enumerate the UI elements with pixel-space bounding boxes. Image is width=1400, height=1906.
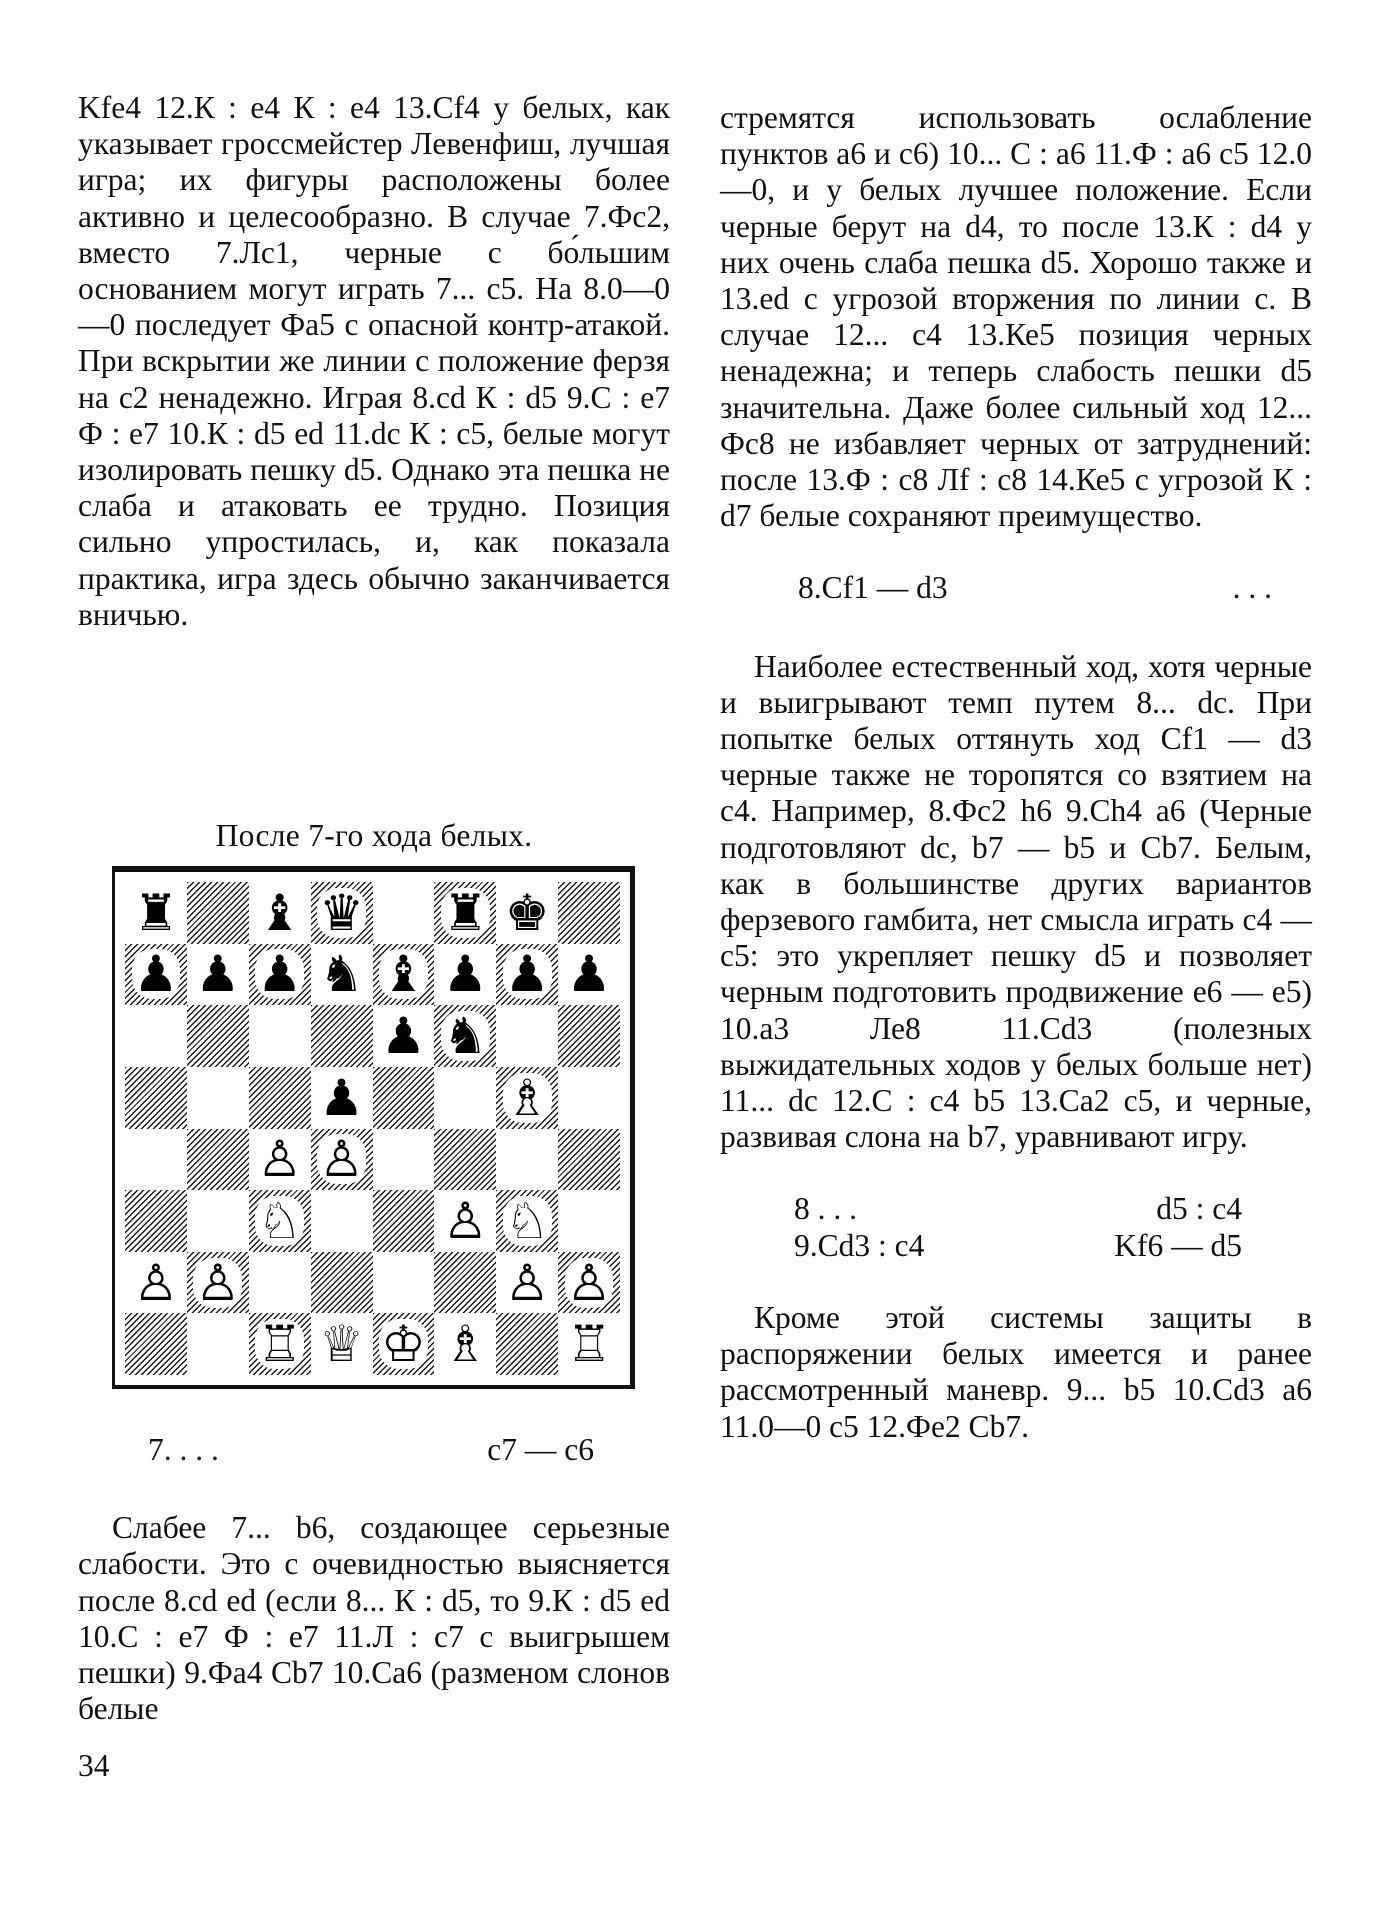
diagram-caption: После 7-го хода белых. — [215, 818, 533, 853]
white-queen-icon: ♕ — [319, 1315, 364, 1374]
square-e2 — [373, 1252, 435, 1314]
white-knight-icon: ♘ — [257, 1191, 303, 1250]
square-b7 — [187, 944, 249, 1006]
square-b6 — [187, 1005, 249, 1067]
move-8b-black: d5 : c4 — [1156, 1191, 1242, 1227]
square-a1 — [125, 1313, 187, 1375]
square-a4 — [125, 1129, 187, 1191]
square-d5 — [311, 1067, 373, 1129]
move-8-black: . . . — [1232, 570, 1272, 606]
right-continuation-paragraph: стремятся использовать ослабление пунктов а6 и с6) 10... С : а6 11.Ф : а6 с5 12.0—0, и у белых лучшее положение. Если черные берут на d4, то после 13.К : d4 у них очень слаба пешка d5. Хорошо также и 13.ed с угрозой вторжения по линии с. В случае 12... с4 13.Ке5 позиция черных ненадежна; и теперь слабость пешки d5 значительна. Даже более сильный ход 12... Фс8 не избавляет черных от затруднений: после 13.Ф : с8 Лf : c8 14.Ке5 с угрозой К : d7 белые сохраняют преимущество. — [720, 100, 1312, 534]
square-e3 — [373, 1190, 435, 1252]
square-g4 — [496, 1129, 558, 1191]
white-knight-icon: ♘ — [504, 1191, 550, 1250]
white-pawn-icon: ♙ — [566, 1253, 612, 1312]
move-9-black: Kf6 — d5 — [1114, 1227, 1242, 1263]
black-pawn-icon: ♟ — [566, 945, 612, 1004]
black-pawn-icon: ♟ — [504, 945, 550, 1004]
square-b3 — [187, 1190, 249, 1252]
square-e4 — [373, 1129, 435, 1191]
square-d1 — [311, 1313, 373, 1375]
move-8b-number: 8 . . . — [794, 1191, 857, 1227]
square-f1 — [434, 1313, 496, 1375]
square-a2 — [125, 1252, 187, 1314]
black-king-icon: ♚ — [504, 883, 550, 942]
square-f3 — [434, 1190, 496, 1252]
white-pawn-icon: ♙ — [319, 1130, 364, 1189]
square-f4 — [434, 1129, 496, 1191]
black-knight-icon: ♞ — [319, 945, 364, 1004]
square-c7 — [249, 944, 311, 1006]
square-f5 — [434, 1067, 496, 1129]
square-g2 — [496, 1252, 558, 1314]
square-a3 — [125, 1190, 187, 1252]
square-c2 — [249, 1252, 311, 1314]
white-king-icon: ♔ — [381, 1315, 426, 1374]
square-h6 — [558, 1005, 620, 1067]
white-bishop-icon: ♗ — [442, 1315, 488, 1374]
square-h4 — [558, 1129, 620, 1191]
square-h1 — [558, 1313, 620, 1375]
square-h3 — [558, 1190, 620, 1252]
square-c5 — [249, 1067, 311, 1129]
white-pawn-icon: ♙ — [442, 1191, 488, 1250]
right-natural-move-paragraph: Наиболее естественный ход, хотя черные и выигрывают темп путем 8... dc. При попытке белых оттянуть ход Cf1 — d3 черные также не торопятся со взятием на с4. Например, 8.Фс2 h6 9.Ch4 а6 (Черные подготовляют dc, b7 — b5 и Cb7. Белым, как в большинстве других вариантов ферзевого гамбита, нет смысла играть с4 — с5: это укрепляет пешку d5 и позволяет черным подготовить продвижение е6 — е5) 10.а3 Ле8 11.Cd3 (полезных выжидательных ходов у белых больше нет) 11... dc 12.С : с4 b5 13.Са2 с5, и черные, развивая слона на b7, уравнивают игру. — [720, 648, 1312, 1155]
square-d3 — [311, 1190, 373, 1252]
square-b1 — [187, 1313, 249, 1375]
square-a5 — [125, 1067, 187, 1129]
chess-board — [125, 882, 620, 1375]
black-pawn-icon: ♟ — [195, 945, 241, 1004]
square-d7 — [311, 944, 373, 1006]
black-bishop-icon: ♝ — [257, 883, 303, 942]
square-d2 — [311, 1252, 373, 1314]
square-g7 — [496, 944, 558, 1006]
square-c6 — [249, 1005, 311, 1067]
move-7-black: c7 — c6 — [487, 1432, 594, 1467]
black-pawn-icon: ♟ — [133, 945, 179, 1004]
square-g8 — [496, 882, 558, 944]
square-h5 — [558, 1067, 620, 1129]
square-h2 — [558, 1252, 620, 1314]
square-c1 — [249, 1313, 311, 1375]
white-pawn-icon: ♙ — [195, 1253, 241, 1312]
square-a8 — [125, 882, 187, 944]
square-d8 — [311, 882, 373, 944]
white-rook-icon: ♖ — [257, 1315, 303, 1374]
square-b8 — [187, 882, 249, 944]
square-b5 — [187, 1067, 249, 1129]
square-f2 — [434, 1252, 496, 1314]
move-8b-line — [720, 1191, 1312, 1227]
square-g1 — [496, 1313, 558, 1375]
square-e8 — [373, 882, 435, 944]
square-c8 — [249, 882, 311, 944]
square-g3 — [496, 1190, 558, 1252]
square-g5 — [496, 1067, 558, 1129]
white-rook-icon: ♖ — [566, 1315, 612, 1374]
left-column — [78, 90, 670, 633]
move-7-number: 7. . . . — [148, 1432, 219, 1467]
square-h7 — [558, 944, 620, 1006]
left-intro-paragraph: Kfe4 12.К : e4 К : e4 13.Cf4 у белых, как указывает гроссмейстер Левенфиш, лучшая игра; их фигуры расположены более активно и целесообразно. В случае 7.Фс2, вместо 7.Лс1, черные с бо́льшим основанием могут играть 7... с5. На 8.0—0—0 последует Фа5 с опасной контр-атакой. При вскрытии же линии с положение ферзя на с2 ненадежно. Играя 8.cd К : d5 9.С : e7 Ф : e7 10.К : d5 ed 11.dc К : с5, белые могут изолировать пешку d5. Однако эта пешка не слаба и атаковать ее трудно. Позиция сильно упростилась, и, как показала практика, игра здесь обычно заканчивается вничью. — [78, 90, 670, 632]
move-9-white: 9.Cd3 : c4 — [794, 1227, 925, 1263]
square-e7 — [373, 944, 435, 1006]
square-f6 — [434, 1005, 496, 1067]
right-closing-paragraph: Кроме этой системы защиты в распоряжении белых имеется и ранее рассмотренный маневр. 9... b5 10.Cd3 а6 11.0—0 с5 12.Фе2 Cb7. — [720, 1299, 1312, 1444]
square-b2 — [187, 1252, 249, 1314]
square-d6 — [311, 1005, 373, 1067]
move-9-line — [720, 1228, 1312, 1264]
black-knight-icon: ♞ — [442, 1007, 488, 1066]
square-h8 — [558, 882, 620, 944]
black-pawn-icon: ♟ — [381, 1007, 426, 1066]
square-f7 — [434, 944, 496, 1006]
square-c4 — [249, 1129, 311, 1191]
black-queen-icon: ♛ — [319, 883, 364, 942]
move-8-line — [720, 570, 1312, 606]
left-lower-column — [78, 1432, 670, 1727]
square-e6 — [373, 1005, 435, 1067]
square-e1 — [373, 1313, 435, 1375]
black-pawn-icon: ♟ — [257, 945, 303, 1004]
move-8-white: 8.Cf1 — d3 — [798, 570, 948, 606]
white-pawn-icon: ♙ — [133, 1253, 179, 1312]
square-a6 — [125, 1005, 187, 1067]
square-d4 — [311, 1129, 373, 1191]
page-number: 34 — [78, 1748, 110, 1783]
square-c3 — [249, 1190, 311, 1252]
square-g6 — [496, 1005, 558, 1067]
white-pawn-icon: ♙ — [504, 1253, 550, 1312]
square-b4 — [187, 1129, 249, 1191]
white-bishop-icon: ♗ — [504, 1068, 550, 1127]
left-after-move-paragraph: Слабее 7... b6, создающее серьезные слабости. Это с очевидностью выясняется после 8.cd ed (если 8... К : d5, то 9.К : d5 ed 10.С : e7 Ф : e7 11.Л : c7 с выигрышем пешки) 9.Фа4 Cb7 10.Са6 (разменом слонов белые — [78, 1510, 670, 1727]
black-rook-icon: ♜ — [442, 883, 488, 942]
black-bishop-icon: ♝ — [381, 945, 426, 1004]
right-column — [720, 100, 1312, 1445]
move-7-line — [78, 1432, 670, 1468]
square-a7 — [125, 944, 187, 1006]
white-pawn-icon: ♙ — [257, 1130, 303, 1189]
square-e5 — [373, 1067, 435, 1129]
black-pawn-icon: ♟ — [442, 945, 488, 1004]
black-rook-icon: ♜ — [133, 883, 179, 942]
square-f8 — [434, 882, 496, 944]
black-pawn-icon: ♟ — [319, 1068, 364, 1127]
chess-diagram — [112, 866, 635, 1389]
